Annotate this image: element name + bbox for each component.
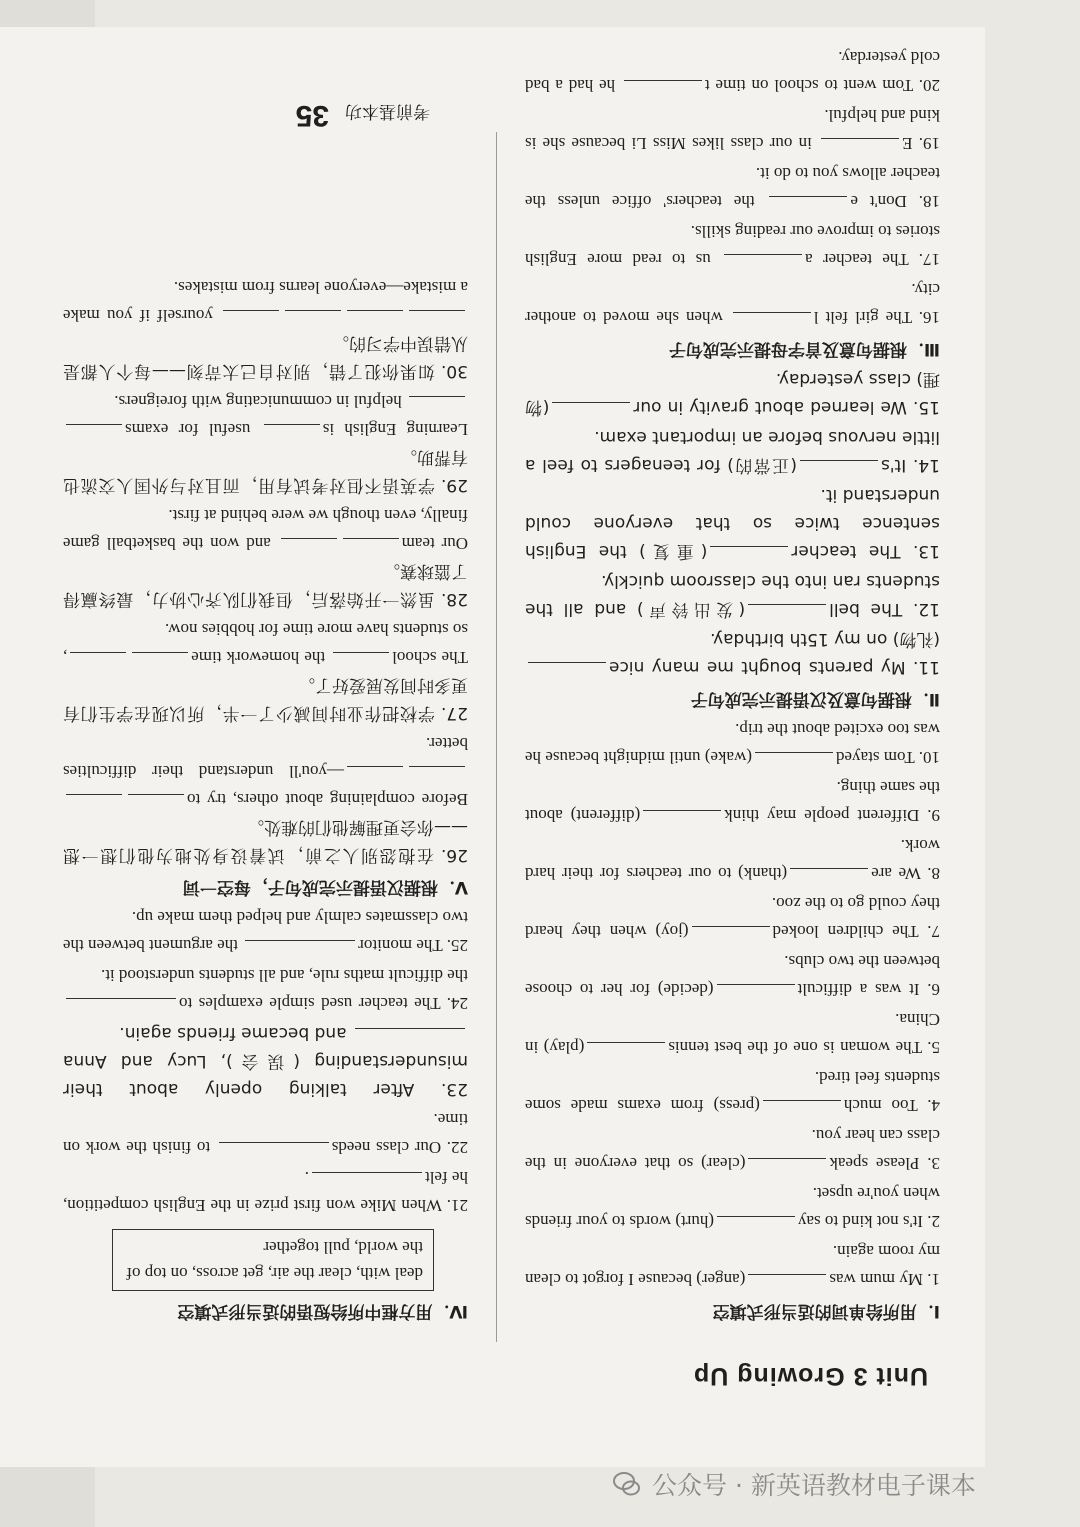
answer-blank[interactable] [528, 662, 606, 679]
answer-blank[interactable] [281, 538, 337, 555]
q6-text-a: 6. It was a difficult [797, 980, 940, 999]
q16-text-b: when she moved to another city. [525, 280, 940, 327]
question-17 [525, 217, 940, 273]
answer-blank[interactable] [755, 752, 833, 769]
q26-text-b: —you'll understand their difficulties better. [63, 734, 468, 781]
q13-text-b: the English sentence twice so that everyone could understand it. [524, 485, 940, 561]
answer-blank[interactable] [800, 460, 878, 477]
answer-blank[interactable] [219, 1142, 329, 1159]
answer-blank[interactable] [724, 254, 802, 271]
q5-text-b: in China. [525, 1010, 940, 1057]
q21-text-b: . [304, 1168, 310, 1187]
q23-text-b: and became friends again. [119, 1023, 347, 1043]
q13-hint: (重复) [639, 541, 708, 561]
q18-text-b: the teachers' office unless the teacher allows you to do it. [525, 164, 940, 211]
q29-text-a: Learning English is [322, 420, 468, 439]
answer-blank[interactable] [245, 940, 355, 957]
q29-text-m: useful [208, 420, 251, 439]
answer-blank[interactable] [343, 538, 399, 555]
q19-text-b: in our class likes Miss Li because she is kind and helpful. [525, 106, 940, 153]
question-19 [525, 101, 940, 157]
answer-blank[interactable] [643, 810, 721, 827]
answer-blank[interactable] [409, 766, 465, 783]
q3-text-b: so that everyone in the class can hear you. [525, 1126, 940, 1173]
q30-text-m: yourself [157, 306, 213, 325]
q11-hint: (礼物) [892, 629, 940, 649]
footer-title: 考前基本功 [345, 101, 430, 121]
watermark-text: 公众号 · 新英语教材电子课本 [652, 1471, 976, 1500]
answer-blank[interactable] [66, 794, 122, 811]
q22-text-a: 22. Our class needs [331, 1138, 468, 1157]
q24-text-a: 24. The teacher used simple examples to [179, 994, 468, 1013]
question-30 [63, 273, 468, 385]
q17-text-b: us to read more English stories to improve our reading skills. [524, 222, 940, 269]
question-1 [525, 1237, 940, 1293]
q4-text-a: 4. Too much [843, 1096, 940, 1115]
question-22 [63, 1105, 468, 1161]
answer-blank[interactable] [66, 998, 176, 1015]
q14-text-b: for teenagers to feel a little nervous before an important exam. [524, 427, 940, 475]
q2-text-a: 2. It's not kind to say [797, 1212, 940, 1231]
question-10 [525, 715, 940, 771]
answer-blank[interactable] [223, 310, 279, 327]
section-2-heading: Ⅱ．根据句意及汉语提示完成句子 [690, 690, 940, 709]
q3-hint: (clear) [701, 1154, 746, 1173]
answer-blank[interactable] [355, 1028, 465, 1045]
section-4-heading: Ⅳ．用方框中所给短语的适当形式填空 [177, 1302, 468, 1321]
answer-blank[interactable] [717, 1216, 795, 1233]
column-sections-1-3 [525, 41, 940, 1327]
page-number: 35 [295, 99, 329, 132]
question-13 [525, 481, 940, 565]
q11-text-b: on my 15th birthday. [710, 629, 888, 649]
question-23 [63, 1019, 468, 1103]
q28-text-m: and won the [182, 534, 271, 553]
answer-blank[interactable] [763, 1100, 841, 1117]
q4-hint: (press) [713, 1096, 760, 1115]
q30-chinese: 30. 如果你犯了错，别对自己太苛刻——每个人都是从错误中学习的。 [63, 333, 468, 381]
q12-text-a: 12. The bell [829, 599, 940, 619]
q20-text-a: 20. Tom went to school on time t [704, 76, 940, 95]
answer-blank[interactable] [347, 310, 403, 327]
page-footer [296, 98, 430, 132]
q13-text-a: 13. The teacher [791, 541, 940, 561]
answer-blank[interactable] [692, 926, 770, 943]
question-16 [525, 275, 940, 331]
question-29 [63, 387, 468, 499]
q20-text-b: he had a bad cold yesterday. [525, 48, 940, 95]
q29-text-m3: helpful in [336, 392, 402, 411]
question-6 [525, 947, 940, 1003]
answer-blank[interactable] [733, 312, 811, 329]
answer-blank[interactable] [748, 604, 826, 621]
question-18 [525, 159, 940, 215]
q26-chinese: 26. 在抱怨别人之前，试着设身处地为他们想一想——你会更理解他们的难处。 [63, 817, 468, 865]
q22-text-b: to finish the work on time. [62, 1110, 468, 1157]
answer-blank[interactable] [128, 794, 184, 811]
q1-text-a: 1. My mum was [829, 1270, 940, 1289]
question-21 [63, 1163, 468, 1219]
question-3 [525, 1121, 940, 1177]
q14-text-a: 14. It's [880, 455, 940, 475]
answer-blank[interactable] [409, 310, 465, 327]
q6-hint: (decide) [657, 980, 714, 999]
q9-text-a: 9. Different people may think [724, 806, 940, 825]
q18-text-a: 18. Don't e [850, 192, 940, 211]
answer-blank[interactable] [769, 196, 847, 213]
q28-text-b: basketball game finally, even though we were behind at first. [62, 506, 468, 553]
question-2 [525, 1179, 940, 1235]
phrase-box: deal with, clear the air, get across, on top of the world, pull together [112, 1229, 434, 1291]
q21-text-a: 21. When Mike won first prize in the English competition, he felt [63, 1168, 468, 1215]
q19-text-a: 19. E [902, 134, 940, 153]
q27-text-m: the homework time [191, 648, 326, 667]
question-8 [525, 831, 940, 887]
answer-blank[interactable] [587, 1042, 665, 1059]
question-14 [525, 423, 940, 479]
section-3-heading: Ⅲ．根据句意及首字母提示完成句子 [668, 340, 940, 359]
q7-text-a: 7. The children looked [772, 922, 940, 941]
answer-blank[interactable] [624, 80, 702, 97]
q12-hint: (发出铃声) [637, 599, 746, 619]
answer-blank[interactable] [717, 984, 795, 1001]
answer-blank[interactable] [333, 652, 389, 669]
q10-text-a: 10. Tom stayed [836, 748, 940, 767]
q6-text-b: for her to choose between the two clubs. [524, 952, 940, 999]
q25-text-b: the argument between the two classmates calmly and helped them make up. [62, 908, 468, 955]
answer-blank[interactable] [790, 868, 868, 885]
q9-text-b: about the same thing. [524, 778, 940, 825]
q7-hint: (joy) [655, 922, 689, 941]
q2-hint: (hurt) [675, 1212, 714, 1231]
question-25 [63, 903, 468, 959]
q23-text-a: 23. After talking openly about their misunderstanding (误会), Lucy and Anna [63, 1051, 468, 1099]
q9-hint: (different) [570, 806, 641, 825]
column-divider [496, 132, 497, 1342]
watermark [612, 1466, 976, 1502]
q26-text-a: Before complaining about others, try to [187, 790, 468, 809]
question-28 [63, 501, 468, 613]
question-5 [525, 1005, 940, 1061]
q4-text-b: from exams made some students feel tired. [525, 1068, 940, 1115]
answer-blank[interactable] [312, 1172, 422, 1189]
q1-text-b: because I forgot to clean my room again. [524, 1242, 940, 1289]
q28-text-a: Our team [401, 534, 468, 553]
q15-text-b: class yesterday. [775, 369, 911, 389]
q25-text-a: 25. The monitor [358, 936, 468, 955]
q14-hint: (正常的) [727, 455, 797, 475]
answer-blank[interactable] [710, 546, 788, 563]
question-24 [63, 961, 468, 1017]
q30-text-b: if you make a mistake—everyone learns from mistakes. [62, 278, 468, 325]
q2-text-b: words to your friends when you're upset. [525, 1184, 940, 1231]
question-9 [525, 773, 940, 829]
q29-text-m2: for exams [125, 420, 199, 439]
answer-blank[interactable] [552, 402, 630, 419]
q3-text-a: 3. Please speak [829, 1154, 940, 1173]
q1-hint: (anger) [696, 1270, 746, 1289]
question-7 [525, 889, 940, 945]
q29-text-b: communicating with foreigners. [114, 392, 332, 411]
q15-text-a: 15. We learned about gravity in our [633, 397, 940, 417]
question-26 [63, 729, 468, 869]
answer-blank[interactable] [132, 652, 188, 669]
answer-blank[interactable] [409, 396, 465, 413]
q17-text-a: 17. The teacher a [805, 250, 940, 269]
column-sections-4-5 [63, 271, 468, 1327]
q5-text-a: 5. The woman is one of the best tennis [668, 1038, 940, 1057]
q24-text-b: the difficult maths rule, and all students understood it. [100, 966, 468, 985]
question-4 [525, 1063, 940, 1119]
q27-text-a: The school [392, 648, 468, 667]
section-1-heading: Ⅰ．用所给单词的适当形式填空 [712, 1302, 940, 1321]
answer-blank[interactable] [70, 652, 126, 669]
q11-text-a: 11. My parents bought me many nice [609, 657, 940, 677]
q28-chinese: 28. 虽然一开始落后，但我们队齐心协力，最终赢得了篮球赛。 [63, 561, 468, 609]
q8-text-a: 8. We are [871, 864, 940, 883]
question-15 [525, 365, 940, 421]
question-27 [63, 615, 468, 727]
answer-blank[interactable] [748, 1274, 826, 1291]
q8-text-b: to our teachers for their hard work. [525, 836, 940, 883]
answer-blank[interactable] [748, 1158, 826, 1175]
q29-chinese: 29. 学英语不但对考试有用，而且对与外国人交流也有帮助。 [63, 447, 468, 495]
question-12 [525, 567, 940, 623]
q16-text-a: 16. The girl felt l [813, 308, 940, 327]
q10-text-b: until midnight because he was too excited about the trip. [524, 720, 940, 767]
section-5-heading: Ⅴ．根据汉语提示完成句子，每空一词 [182, 878, 468, 897]
question-11 [525, 625, 940, 681]
q10-hint: (wake) [704, 748, 752, 767]
wechat-icon [612, 1469, 642, 1499]
answer-blank[interactable] [66, 424, 122, 441]
unit-title: Unit 3 Growing Up [692, 1362, 928, 1390]
answer-blank[interactable] [821, 138, 899, 155]
q8-hint: (thank) [738, 864, 788, 883]
q27-text-b: , so students have more time for hobbies now. [63, 620, 468, 667]
question-20 [525, 43, 940, 99]
answer-blank[interactable] [347, 766, 403, 783]
q12-text-b: and all the students ran into the classroom quickly. [525, 571, 940, 619]
q5-hint: (play) [543, 1038, 585, 1057]
answer-blank[interactable] [264, 424, 320, 441]
q27-chinese: 27. 学校把作业时间减少了一半，所以现在学生们有更多时间发展爱好了。 [63, 675, 468, 723]
answer-blank[interactable] [285, 310, 341, 327]
q7-text-b: when they heard they could go to the zoo. [524, 894, 940, 941]
q15-hint: (物理) [525, 369, 940, 417]
